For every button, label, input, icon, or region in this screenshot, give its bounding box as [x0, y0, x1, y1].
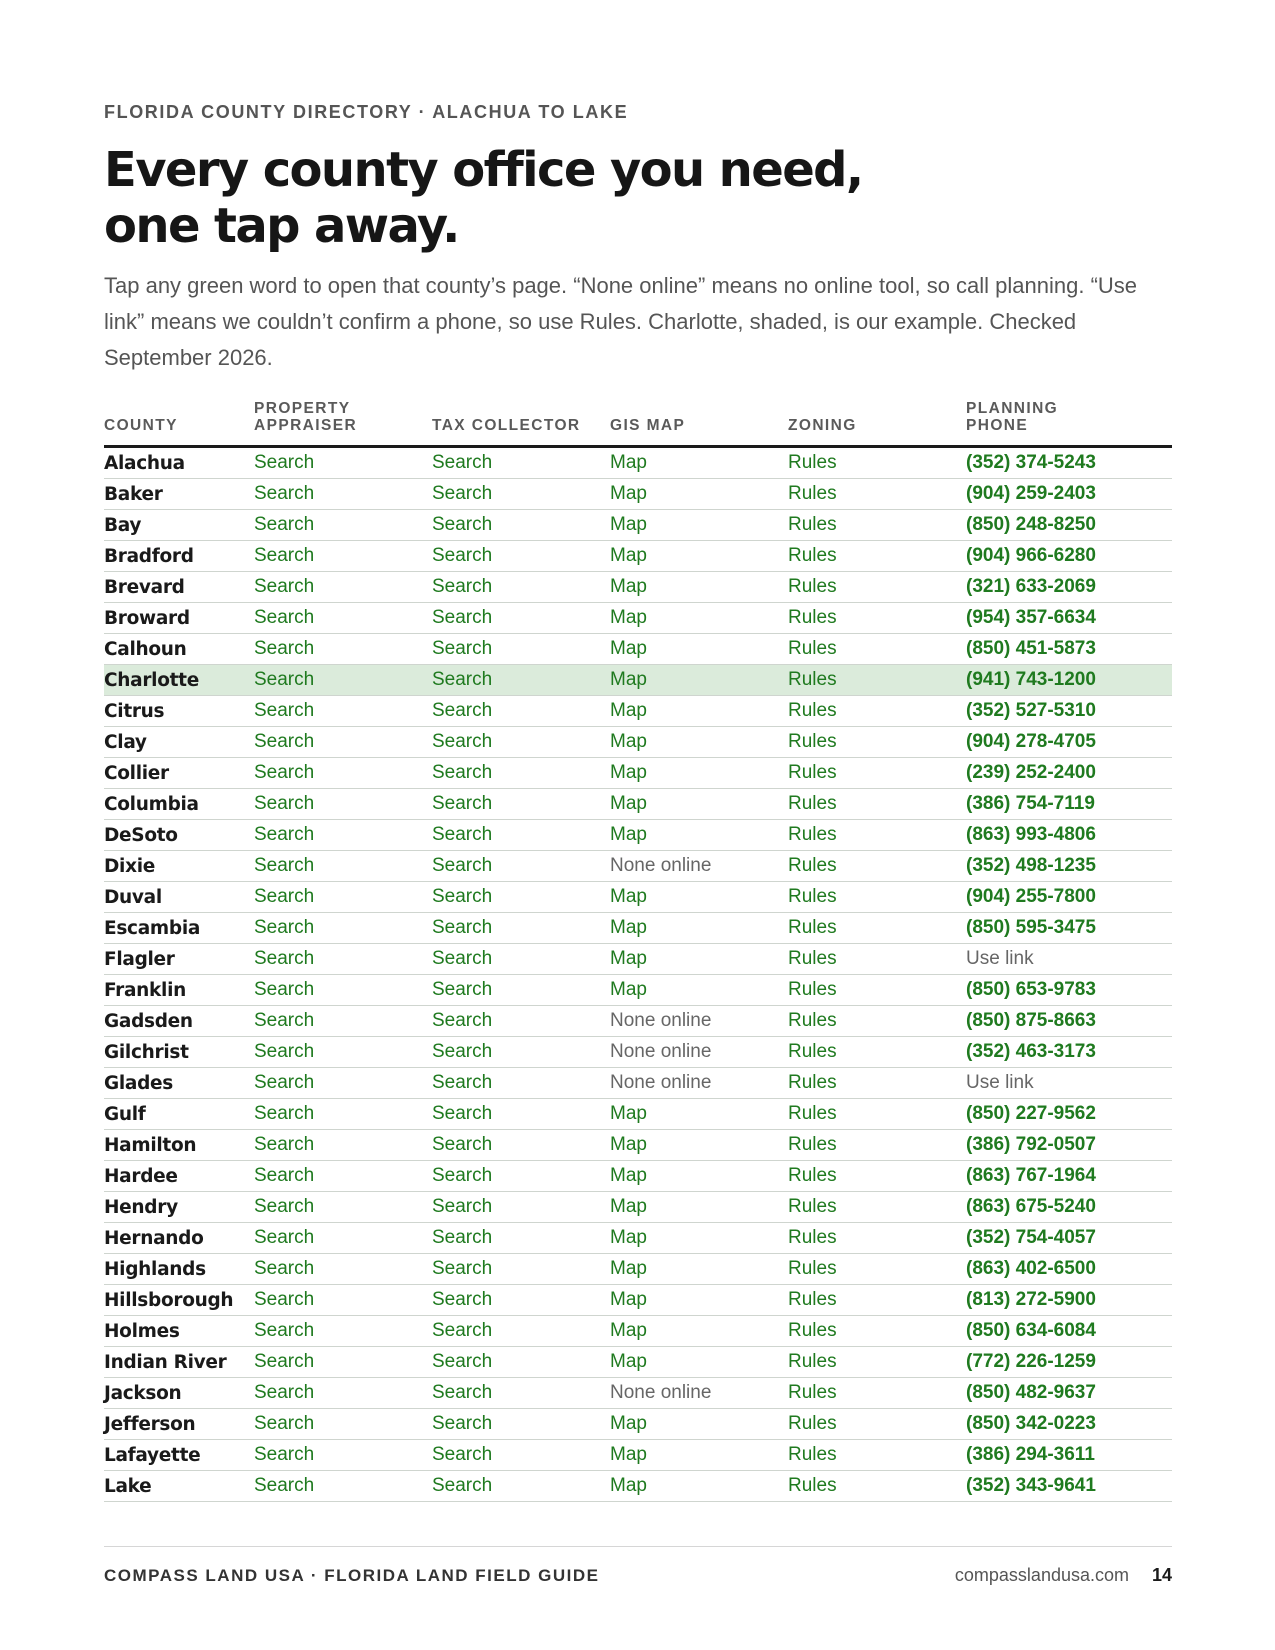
county-name: Citrus: [104, 700, 165, 722]
zoning-rules-link[interactable]: Rules: [788, 1289, 837, 1310]
county-name: Hernando: [104, 1227, 204, 1249]
planning-phone-link[interactable]: (386) 294-3611: [966, 1444, 1095, 1465]
tax-collector-link[interactable]: Search: [432, 762, 493, 783]
property-appraiser-link[interactable]: Search: [254, 979, 315, 1000]
gis-map-link[interactable]: Map: [610, 793, 647, 814]
gis-map-link[interactable]: Map: [610, 731, 647, 752]
county-name: Hillsborough: [104, 1289, 234, 1311]
property-appraiser-link[interactable]: Search: [254, 886, 315, 907]
county-name: Holmes: [104, 1320, 180, 1342]
tax-collector-link[interactable]: Search: [432, 1444, 493, 1465]
tax-collector-link[interactable]: Search: [432, 669, 493, 690]
intro-paragraph: Tap any green word to open that county’s page. “None online” means no online tool, so call planning. “Use link” means we couldn’t confirm a phone, so use Rules. Charlotte, shaded, is our example. Checked September 2026.: [104, 273, 1138, 370]
gis-map-link[interactable]: Map: [610, 638, 647, 659]
gis-map-link[interactable]: Map: [610, 1103, 647, 1124]
zoning-rules-link[interactable]: Rules: [788, 1382, 837, 1403]
planning-phone-link[interactable]: (863) 402-6500: [966, 1258, 1096, 1279]
zoning-rules-link[interactable]: Rules: [788, 514, 837, 535]
zoning-rules-link[interactable]: Rules: [788, 607, 837, 628]
zoning-rules-link[interactable]: Rules: [788, 1196, 837, 1217]
gis-map-link[interactable]: Map: [610, 1165, 647, 1186]
gis-map-link[interactable]: Map: [610, 700, 647, 721]
zoning-rules-link[interactable]: Rules: [788, 1258, 837, 1279]
header-planning-phone: PLANNING PHONE: [966, 400, 1172, 447]
county-name: Hardee: [104, 1165, 178, 1187]
property-appraiser-link[interactable]: Search: [254, 452, 315, 473]
tax-collector-link[interactable]: Search: [432, 1227, 493, 1248]
planning-phone-link[interactable]: (386) 792-0507: [966, 1134, 1096, 1155]
planning-phone-link[interactable]: (772) 226-1259: [966, 1351, 1096, 1372]
gis-map-link[interactable]: Map: [610, 886, 647, 907]
tax-collector-link[interactable]: Search: [432, 576, 493, 597]
table-row: [104, 479, 1172, 510]
page-number: 14: [1151, 1565, 1172, 1585]
gis-map-link[interactable]: Map: [610, 917, 647, 938]
county-name: Lake: [104, 1475, 152, 1497]
tax-collector-link[interactable]: Search: [432, 514, 493, 535]
tax-collector-link[interactable]: Search: [432, 1072, 493, 1093]
gis-map-link[interactable]: Map: [610, 1320, 647, 1341]
header-county: COUNTY: [104, 400, 254, 447]
planning-phone-link[interactable]: (850) 248-8250: [966, 514, 1096, 535]
zoning-rules-link[interactable]: Rules: [788, 1134, 837, 1155]
tax-collector-link[interactable]: Search: [432, 483, 493, 504]
gis-map-link[interactable]: Map: [610, 483, 647, 504]
property-appraiser-link[interactable]: Search: [254, 607, 315, 628]
property-appraiser-link[interactable]: Search: [254, 1351, 315, 1372]
tax-collector-link[interactable]: Search: [432, 917, 493, 938]
table-row: [104, 758, 1172, 789]
gis-map-link[interactable]: Map: [610, 1289, 647, 1310]
tax-collector-link[interactable]: Search: [432, 886, 493, 907]
gis-map-unavailable: None online: [610, 1010, 712, 1031]
county-name: Gadsden: [104, 1010, 193, 1032]
county-name: Jefferson: [104, 1413, 196, 1435]
county-name: Flagler: [104, 948, 175, 970]
property-appraiser-link[interactable]: Search: [254, 1165, 315, 1186]
planning-phone-link[interactable]: (850) 634-6084: [966, 1320, 1096, 1341]
planning-phone-link[interactable]: (352) 527-5310: [966, 700, 1096, 721]
gis-map-unavailable: None online: [610, 1072, 712, 1093]
zoning-rules-link[interactable]: Rules: [788, 886, 837, 907]
county-name: Gilchrist: [104, 1041, 189, 1063]
county-name: Hamilton: [104, 1134, 197, 1156]
property-appraiser-link[interactable]: Search: [254, 1289, 315, 1310]
zoning-rules-link[interactable]: Rules: [788, 793, 837, 814]
gis-map-link[interactable]: Map: [610, 1475, 647, 1496]
zoning-rules-link[interactable]: Rules: [788, 948, 837, 969]
property-appraiser-link[interactable]: Search: [254, 1475, 315, 1496]
zoning-rules-link[interactable]: Rules: [788, 483, 837, 504]
table-row: [104, 634, 1172, 665]
table-row: [104, 510, 1172, 541]
property-appraiser-link[interactable]: Search: [254, 731, 315, 752]
property-appraiser-link[interactable]: Search: [254, 1196, 315, 1217]
title-line-1: Every county office you need,: [104, 142, 863, 198]
property-appraiser-link[interactable]: Search: [254, 638, 315, 659]
tax-collector-link[interactable]: Search: [432, 948, 493, 969]
property-appraiser-link[interactable]: Search: [254, 576, 315, 597]
gis-map-link[interactable]: Map: [610, 576, 647, 597]
table-row: [104, 882, 1172, 913]
county-name: Duval: [104, 886, 162, 908]
table-row: [104, 1037, 1172, 1068]
property-appraiser-link[interactable]: Search: [254, 1134, 315, 1155]
zoning-rules-link[interactable]: Rules: [788, 1041, 837, 1062]
tax-collector-link[interactable]: Search: [432, 1103, 493, 1124]
planning-phone-link[interactable]: (904) 255-7800: [966, 886, 1096, 907]
planning-phone-link[interactable]: (904) 278-4705: [966, 731, 1096, 752]
county-name: Baker: [104, 483, 163, 505]
property-appraiser-link[interactable]: Search: [254, 1413, 315, 1434]
zoning-rules-link[interactable]: Rules: [788, 731, 837, 752]
gis-map-link[interactable]: Map: [610, 545, 647, 566]
county-name: Collier: [104, 762, 169, 784]
zoning-rules-link[interactable]: Rules: [788, 545, 837, 566]
gis-map-link[interactable]: Map: [610, 948, 647, 969]
county-name: Calhoun: [104, 638, 187, 660]
property-appraiser-link[interactable]: Search: [254, 855, 315, 876]
planning-phone-link[interactable]: (352) 374-5243: [966, 452, 1096, 473]
gis-map-link[interactable]: Map: [610, 1351, 647, 1372]
county-name: Franklin: [104, 979, 186, 1001]
gis-map-unavailable: None online: [610, 1382, 712, 1403]
zoning-rules-link[interactable]: Rules: [788, 1413, 837, 1434]
table-row: [104, 789, 1172, 820]
table-row: [104, 541, 1172, 572]
zoning-rules-link[interactable]: Rules: [788, 576, 837, 597]
table-row: [104, 447, 1172, 479]
planning-phone-link[interactable]: (386) 754-7119: [966, 793, 1095, 814]
county-name: Bay: [104, 514, 142, 536]
table-row: [104, 1440, 1172, 1471]
gis-map-link[interactable]: Map: [610, 1227, 647, 1248]
tax-collector-link[interactable]: Search: [432, 979, 493, 1000]
table-row: [104, 1130, 1172, 1161]
footer-website-link[interactable]: compasslandusa.com: [954, 1565, 1129, 1585]
zoning-rules-link[interactable]: Rules: [788, 1475, 837, 1496]
planning-phone-link[interactable]: (850) 342-0223: [966, 1413, 1096, 1434]
gis-map-unavailable: None online: [610, 1041, 712, 1062]
table-row: [104, 727, 1172, 758]
planning-phone-link[interactable]: (352) 498-1235: [966, 855, 1096, 876]
tax-collector-link[interactable]: Search: [432, 1320, 493, 1341]
table-row: [104, 1223, 1172, 1254]
footer-divider: [104, 1546, 1172, 1547]
table-row: [104, 572, 1172, 603]
planning-phone-link[interactable]: (850) 875-8663: [966, 1010, 1096, 1031]
header-zoning: ZONING: [788, 400, 966, 447]
table-row: [104, 696, 1172, 727]
zoning-rules-link[interactable]: Rules: [788, 979, 837, 1000]
header-property-appraiser: PROPERTY APPRAISER: [254, 400, 432, 447]
gis-map-link[interactable]: Map: [610, 1444, 647, 1465]
property-appraiser-link[interactable]: Search: [254, 514, 315, 535]
county-name: Brevard: [104, 576, 185, 598]
tax-collector-link[interactable]: Search: [432, 1010, 493, 1031]
tax-collector-link[interactable]: Search: [432, 1289, 493, 1310]
gis-map-link[interactable]: Map: [610, 607, 647, 628]
table-body: [104, 447, 1172, 1502]
planning-phone-link[interactable]: (954) 357-6634: [966, 607, 1096, 628]
property-appraiser-link[interactable]: Search: [254, 1103, 315, 1124]
zoning-rules-link[interactable]: Rules: [788, 1103, 837, 1124]
tax-collector-link[interactable]: Search: [432, 1382, 493, 1403]
gis-map-link[interactable]: Map: [610, 1196, 647, 1217]
tax-collector-link[interactable]: Search: [432, 855, 493, 876]
county-name: Broward: [104, 607, 190, 629]
table-row: [104, 1316, 1172, 1347]
zoning-rules-link[interactable]: Rules: [788, 1351, 837, 1372]
county-name: Indian River: [104, 1351, 227, 1373]
property-appraiser-link[interactable]: Search: [254, 1382, 315, 1403]
county-name: Alachua: [104, 452, 185, 474]
table-row: [104, 1099, 1172, 1130]
table-row: [104, 1006, 1172, 1037]
planning-phone-link[interactable]: (850) 451-5873: [966, 638, 1096, 659]
county-name: DeSoto: [104, 824, 178, 846]
county-name: Jackson: [104, 1382, 182, 1404]
property-appraiser-link[interactable]: Search: [254, 1258, 315, 1279]
zoning-rules-link[interactable]: Rules: [788, 452, 837, 473]
tax-collector-link[interactable]: Search: [432, 793, 493, 814]
zoning-rules-link[interactable]: Rules: [788, 669, 837, 690]
gis-map-unavailable: None online: [610, 855, 712, 876]
county-name: Lafayette: [104, 1444, 201, 1466]
gis-map-link[interactable]: Map: [610, 824, 647, 845]
property-appraiser-link[interactable]: Search: [254, 669, 315, 690]
property-appraiser-link[interactable]: Search: [254, 1444, 315, 1465]
gis-map-link[interactable]: Map: [610, 762, 647, 783]
county-directory-table: [104, 400, 1172, 1502]
table-row: [104, 603, 1172, 634]
planning-phone-link[interactable]: (904) 259-2403: [966, 483, 1096, 504]
planning-phone-link[interactable]: (941) 743-1200: [966, 669, 1096, 690]
gis-map-link[interactable]: Map: [610, 452, 647, 473]
planning-phone-link[interactable]: (850) 653-9783: [966, 979, 1096, 1000]
county-name: Highlands: [104, 1258, 206, 1280]
header-gis-map: GIS MAP: [610, 400, 788, 447]
planning-phone-link[interactable]: (850) 482-9637: [966, 1382, 1096, 1403]
tax-collector-link[interactable]: Search: [432, 1196, 493, 1217]
table-row: [104, 975, 1172, 1006]
table-row: [104, 1347, 1172, 1378]
county-name: Escambia: [104, 917, 201, 939]
tax-collector-link[interactable]: Search: [432, 824, 493, 845]
county-name: Dixie: [104, 855, 156, 877]
property-appraiser-link[interactable]: Search: [254, 762, 315, 783]
tax-collector-link[interactable]: Search: [432, 1165, 493, 1186]
zoning-rules-link[interactable]: Rules: [788, 1320, 837, 1341]
tax-collector-link[interactable]: Search: [432, 638, 493, 659]
gis-map-link[interactable]: Map: [610, 1413, 647, 1434]
tax-collector-link[interactable]: Search: [432, 607, 493, 628]
table-row: [104, 665, 1172, 696]
table-row: [104, 1285, 1172, 1316]
gis-map-link[interactable]: Map: [610, 979, 647, 1000]
zoning-rules-link[interactable]: Rules: [788, 855, 837, 876]
tax-collector-link[interactable]: Search: [432, 700, 493, 721]
table-row: [104, 1161, 1172, 1192]
county-name: Hendry: [104, 1196, 178, 1218]
table-row: [104, 820, 1172, 851]
county-name: Charlotte: [104, 669, 199, 691]
planning-phone-link[interactable]: (239) 252-2400: [966, 762, 1096, 783]
property-appraiser-link[interactable]: Search: [254, 1227, 315, 1248]
planning-phone-link[interactable]: (850) 595-3475: [966, 917, 1096, 938]
zoning-rules-link[interactable]: Rules: [788, 1227, 837, 1248]
county-name: Clay: [104, 731, 147, 753]
property-appraiser-link[interactable]: Search: [254, 1320, 315, 1341]
planning-phone-link[interactable]: (863) 993-4806: [966, 824, 1096, 845]
table-row: [104, 851, 1172, 882]
zoning-rules-link[interactable]: Rules: [788, 1444, 837, 1465]
planning-phone-link[interactable]: (813) 272-5900: [966, 1289, 1096, 1310]
table-row: [104, 913, 1172, 944]
planning-phone-unavailable: Use link: [966, 1072, 1034, 1093]
county-name: Gulf: [104, 1103, 146, 1125]
tax-collector-link[interactable]: Search: [432, 1413, 493, 1434]
tax-collector-link[interactable]: Search: [432, 452, 493, 473]
zoning-rules-link[interactable]: Rules: [788, 824, 837, 845]
county-name: Columbia: [104, 793, 199, 815]
title-line-2: one tap away.: [104, 198, 459, 254]
table-row: [104, 1378, 1172, 1409]
tax-collector-link[interactable]: Search: [432, 1134, 493, 1155]
property-appraiser-link[interactable]: Search: [254, 700, 315, 721]
planning-phone-unavailable: Use link: [966, 948, 1034, 969]
planning-phone-link[interactable]: (863) 675-5240: [966, 1196, 1096, 1217]
zoning-rules-link[interactable]: Rules: [788, 1165, 837, 1186]
header-tax-collector: TAX COLLECTOR: [432, 400, 610, 447]
property-appraiser-link[interactable]: Search: [254, 948, 315, 969]
property-appraiser-link[interactable]: Search: [254, 545, 315, 566]
property-appraiser-link[interactable]: Search: [254, 1072, 315, 1093]
gis-map-link[interactable]: Map: [610, 1134, 647, 1155]
footer-publication: COMPASS LAND USA · FLORIDA LAND FIELD GUIDE: [104, 1566, 600, 1585]
planning-phone-link[interactable]: (863) 767-1964: [966, 1165, 1096, 1186]
county-name: Glades: [104, 1072, 174, 1094]
tax-collector-link[interactable]: Search: [432, 1351, 493, 1372]
table-row: [104, 944, 1172, 975]
planning-phone-link[interactable]: (904) 966-6280: [966, 545, 1096, 566]
property-appraiser-link[interactable]: Search: [254, 1041, 315, 1062]
zoning-rules-link[interactable]: Rules: [788, 700, 837, 721]
table-row: [104, 1409, 1172, 1440]
property-appraiser-link[interactable]: Search: [254, 824, 315, 845]
planning-phone-link[interactable]: (352) 754-4057: [966, 1227, 1096, 1248]
table-header-row: [104, 400, 1172, 447]
planning-phone-link[interactable]: (352) 343-9641: [966, 1475, 1096, 1496]
planning-phone-link[interactable]: (850) 227-9562: [966, 1103, 1096, 1124]
gis-map-link[interactable]: Map: [610, 514, 647, 535]
tax-collector-link[interactable]: Search: [432, 731, 493, 752]
gis-map-link[interactable]: Map: [610, 669, 647, 690]
planning-phone-link[interactable]: (352) 463-3173: [966, 1041, 1096, 1062]
property-appraiser-link[interactable]: Search: [254, 483, 315, 504]
page-title: [104, 142, 1004, 254]
zoning-rules-link[interactable]: Rules: [788, 762, 837, 783]
zoning-rules-link[interactable]: Rules: [788, 1072, 837, 1093]
table-row: [104, 1471, 1172, 1502]
zoning-rules-link[interactable]: Rules: [788, 638, 837, 659]
tax-collector-link[interactable]: Search: [432, 1041, 493, 1062]
property-appraiser-link[interactable]: Search: [254, 1010, 315, 1031]
planning-phone-link[interactable]: (321) 633-2069: [966, 576, 1096, 597]
tax-collector-link[interactable]: Search: [432, 1258, 493, 1279]
gis-map-link[interactable]: Map: [610, 1258, 647, 1279]
property-appraiser-link[interactable]: Search: [254, 917, 315, 938]
property-appraiser-link[interactable]: Search: [254, 793, 315, 814]
table-row: [104, 1068, 1172, 1099]
tax-collector-link[interactable]: Search: [432, 1475, 493, 1496]
county-name: Bradford: [104, 545, 194, 567]
section-eyebrow: FLORIDA COUNTY DIRECTORY · ALACHUA TO LAKE: [104, 102, 629, 122]
zoning-rules-link[interactable]: Rules: [788, 1010, 837, 1031]
zoning-rules-link[interactable]: Rules: [788, 917, 837, 938]
table-row: [104, 1192, 1172, 1223]
tax-collector-link[interactable]: Search: [432, 545, 493, 566]
table-row: [104, 1254, 1172, 1285]
